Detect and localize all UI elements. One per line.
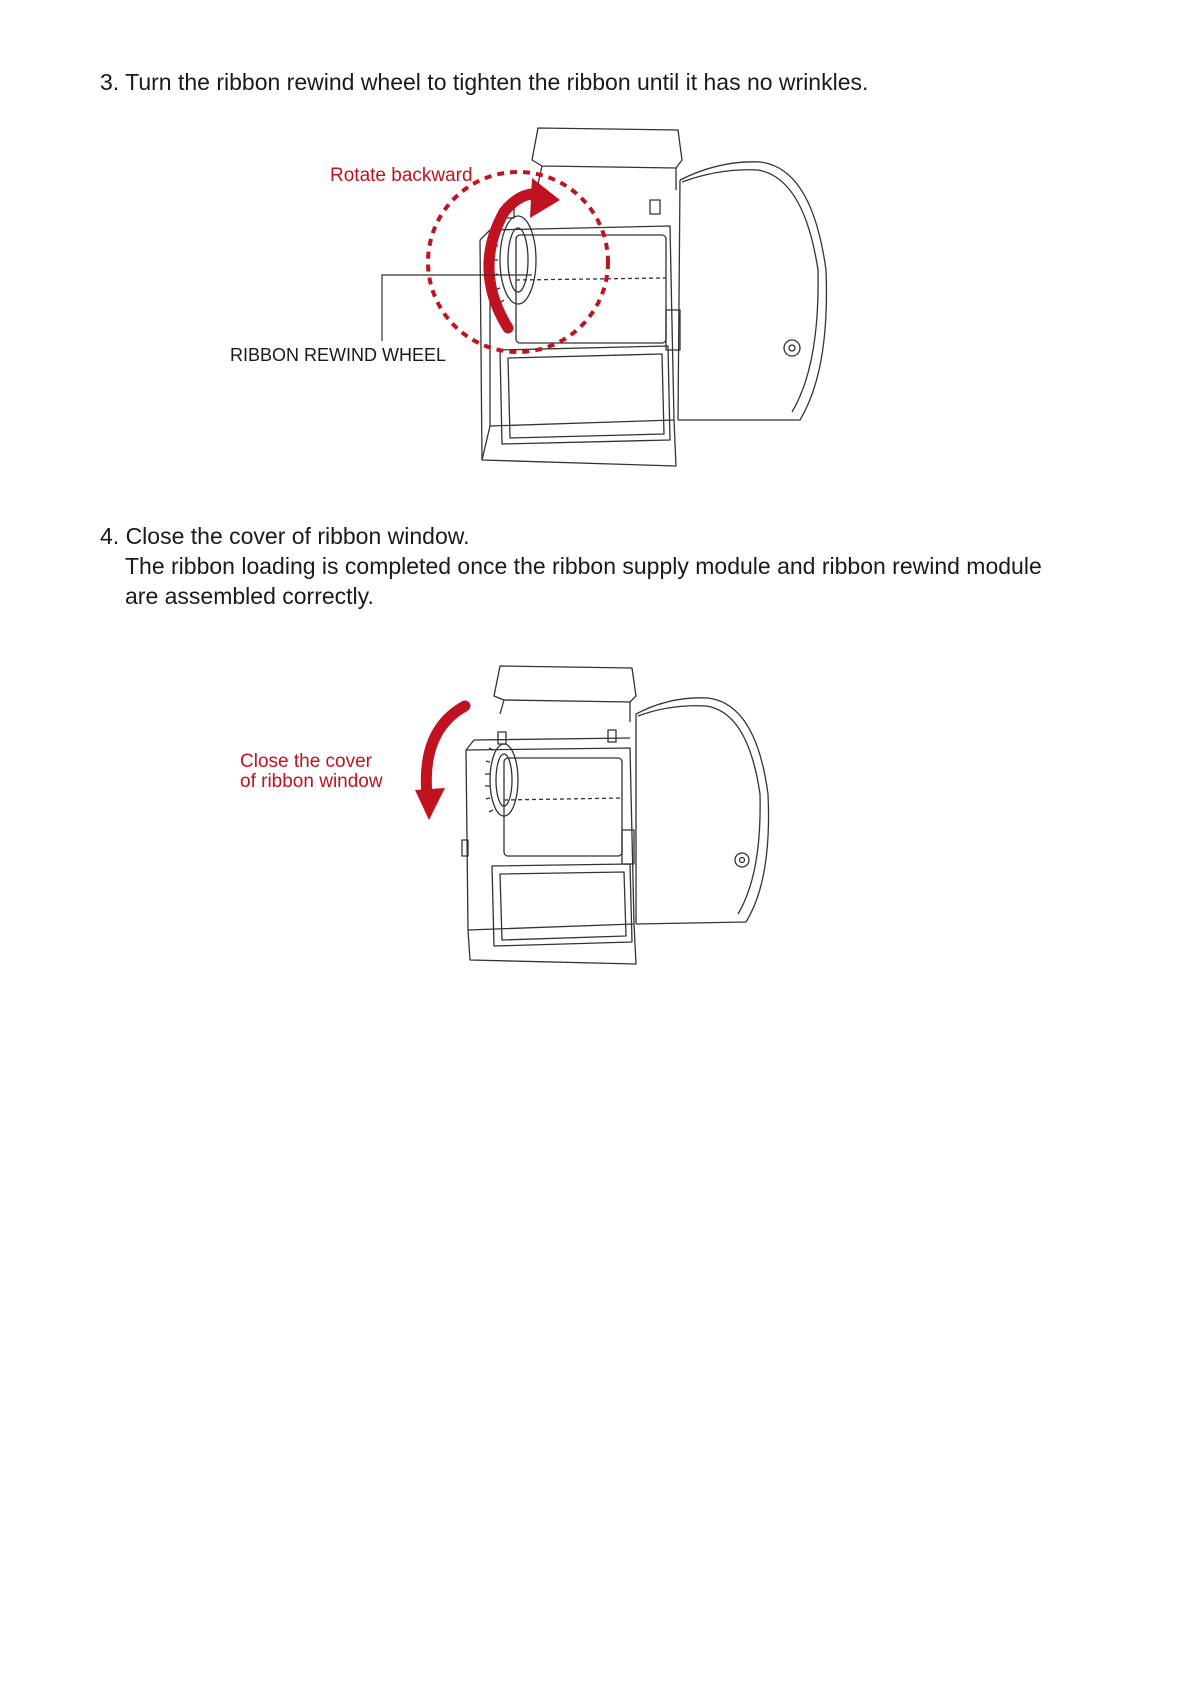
callout-close-cover-line1: Close the cover <box>240 751 373 772</box>
callout-close-cover-line2: of ribbon window <box>240 771 383 792</box>
printer-illustration-step4 <box>460 660 790 970</box>
callout-ribbon-rewind-wheel: RIBBON REWIND WHEEL <box>230 345 447 365</box>
step4-detail-line1: The ribbon loading is completed once the ribbon supply module and ribbon rewind module <box>125 553 1042 579</box>
close-cover-arrow-icon <box>415 700 475 830</box>
step4-instruction: 4. Close the cover of ribbon window. <box>100 523 470 549</box>
callout-leader-line <box>380 273 540 343</box>
callout-rotate-backward: Rotate backward <box>330 165 473 186</box>
step4-detail-line2: are assembled correctly. <box>125 583 374 609</box>
step3-instruction: 3. Turn the ribbon rewind wheel to tighten the ribbon until it has no wrinkles. <box>100 69 869 95</box>
